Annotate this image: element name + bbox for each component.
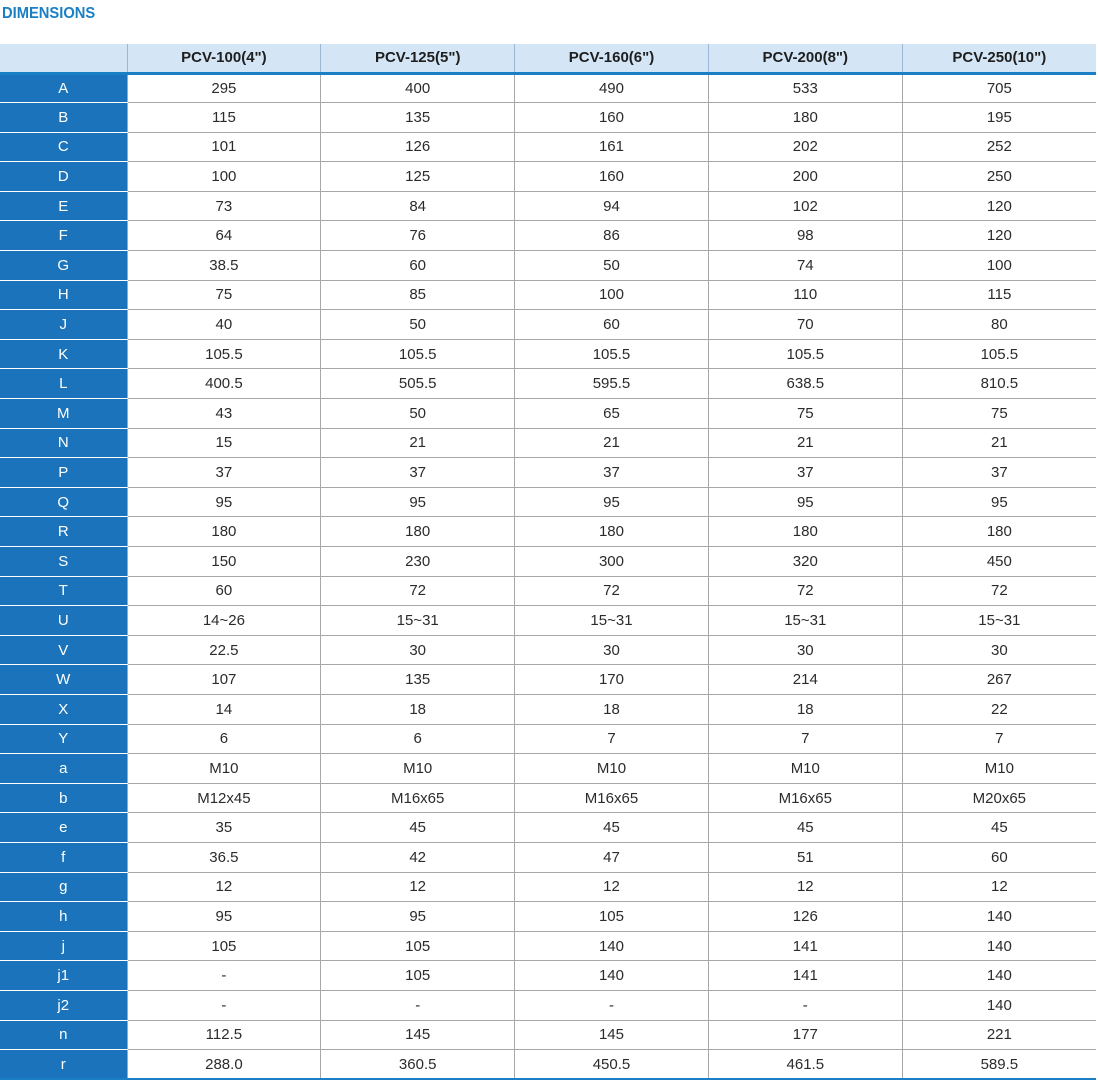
row-label-cell: B bbox=[0, 103, 127, 133]
value-cell: 221 bbox=[902, 1020, 1096, 1050]
value-cell: 86 bbox=[515, 221, 709, 251]
value-cell: 105.5 bbox=[708, 339, 902, 369]
value-cell: 120 bbox=[902, 191, 1096, 221]
value-cell: 15~31 bbox=[321, 606, 515, 636]
value-cell: 14~26 bbox=[127, 606, 321, 636]
value-cell: 102 bbox=[708, 191, 902, 221]
table-row bbox=[0, 694, 1096, 724]
value-cell: 50 bbox=[515, 251, 709, 281]
value-cell: 30 bbox=[321, 635, 515, 665]
value-cell: 140 bbox=[515, 931, 709, 961]
value-cell: 37 bbox=[902, 458, 1096, 488]
column-header: PCV-100(4") bbox=[127, 44, 321, 73]
table-row bbox=[0, 724, 1096, 754]
value-cell: 75 bbox=[902, 399, 1096, 429]
value-cell: 105.5 bbox=[515, 339, 709, 369]
value-cell: 135 bbox=[321, 665, 515, 695]
value-cell: 72 bbox=[321, 576, 515, 606]
table-row bbox=[0, 872, 1096, 902]
row-label-cell: j2 bbox=[0, 990, 127, 1020]
value-cell: 50 bbox=[321, 399, 515, 429]
value-cell: 51 bbox=[708, 842, 902, 872]
row-label-cell: L bbox=[0, 369, 127, 399]
row-label-cell: J bbox=[0, 310, 127, 340]
value-cell: 37 bbox=[321, 458, 515, 488]
value-cell: 85 bbox=[321, 280, 515, 310]
value-cell: 42 bbox=[321, 842, 515, 872]
row-label-cell: K bbox=[0, 339, 127, 369]
row-label-cell: j1 bbox=[0, 961, 127, 991]
row-label-cell: M bbox=[0, 399, 127, 429]
value-cell: 75 bbox=[708, 399, 902, 429]
value-cell: 490 bbox=[515, 73, 709, 103]
value-cell: 80 bbox=[902, 310, 1096, 340]
table-row bbox=[0, 517, 1096, 547]
value-cell: 195 bbox=[902, 103, 1096, 133]
row-label-cell: e bbox=[0, 813, 127, 843]
table-row bbox=[0, 931, 1096, 961]
value-cell: 112.5 bbox=[127, 1020, 321, 1050]
value-cell: 7 bbox=[902, 724, 1096, 754]
value-cell: 126 bbox=[321, 132, 515, 162]
value-cell: M16x65 bbox=[515, 783, 709, 813]
row-label-cell: R bbox=[0, 517, 127, 547]
value-cell: 250 bbox=[902, 162, 1096, 192]
value-cell: 22 bbox=[902, 694, 1096, 724]
header-corner-cell bbox=[0, 44, 127, 73]
value-cell: 84 bbox=[321, 191, 515, 221]
value-cell: 107 bbox=[127, 665, 321, 695]
table-row bbox=[0, 961, 1096, 991]
value-cell: 40 bbox=[127, 310, 321, 340]
value-cell: 43 bbox=[127, 399, 321, 429]
value-cell: 70 bbox=[708, 310, 902, 340]
value-cell: 94 bbox=[515, 191, 709, 221]
value-cell: 45 bbox=[708, 813, 902, 843]
value-cell: 12 bbox=[321, 872, 515, 902]
value-cell: - bbox=[708, 990, 902, 1020]
row-label-cell: F bbox=[0, 221, 127, 251]
value-cell: 110 bbox=[708, 280, 902, 310]
value-cell: 37 bbox=[127, 458, 321, 488]
value-cell: 450 bbox=[902, 547, 1096, 577]
row-label-cell: a bbox=[0, 754, 127, 784]
value-cell: 21 bbox=[515, 428, 709, 458]
value-cell: 7 bbox=[515, 724, 709, 754]
value-cell: 60 bbox=[321, 251, 515, 281]
value-cell: 200 bbox=[708, 162, 902, 192]
value-cell: M12x45 bbox=[127, 783, 321, 813]
value-cell: 12 bbox=[902, 872, 1096, 902]
value-cell: 140 bbox=[902, 990, 1096, 1020]
row-label-cell: S bbox=[0, 547, 127, 577]
value-cell: 35 bbox=[127, 813, 321, 843]
value-cell: 400 bbox=[321, 73, 515, 103]
value-cell: 12 bbox=[127, 872, 321, 902]
value-cell: 45 bbox=[321, 813, 515, 843]
value-cell: 60 bbox=[515, 310, 709, 340]
table-header-row bbox=[0, 44, 1096, 73]
value-cell: M16x65 bbox=[321, 783, 515, 813]
value-cell: 105 bbox=[321, 931, 515, 961]
table-body bbox=[0, 73, 1096, 1079]
table-row bbox=[0, 606, 1096, 636]
value-cell: 115 bbox=[127, 103, 321, 133]
table-row bbox=[0, 221, 1096, 251]
value-cell: 150 bbox=[127, 547, 321, 577]
table-row bbox=[0, 399, 1096, 429]
table-row bbox=[0, 369, 1096, 399]
value-cell: 638.5 bbox=[708, 369, 902, 399]
row-label-cell: H bbox=[0, 280, 127, 310]
value-cell: 267 bbox=[902, 665, 1096, 695]
value-cell: 100 bbox=[127, 162, 321, 192]
column-header: PCV-250(10") bbox=[902, 44, 1096, 73]
row-label-cell: h bbox=[0, 902, 127, 932]
value-cell: M10 bbox=[708, 754, 902, 784]
row-label-cell: A bbox=[0, 73, 127, 103]
value-cell: - bbox=[127, 990, 321, 1020]
row-label-cell: W bbox=[0, 665, 127, 695]
row-label-cell: f bbox=[0, 842, 127, 872]
table-row bbox=[0, 251, 1096, 281]
value-cell: 810.5 bbox=[902, 369, 1096, 399]
value-cell: 47 bbox=[515, 842, 709, 872]
value-cell: 126 bbox=[708, 902, 902, 932]
row-label-cell: P bbox=[0, 458, 127, 488]
table-row bbox=[0, 280, 1096, 310]
table-row bbox=[0, 1050, 1096, 1080]
value-cell: 177 bbox=[708, 1020, 902, 1050]
value-cell: 100 bbox=[902, 251, 1096, 281]
value-cell: 595.5 bbox=[515, 369, 709, 399]
dimensions-table bbox=[0, 44, 1096, 1080]
value-cell: 14 bbox=[127, 694, 321, 724]
value-cell: 180 bbox=[902, 517, 1096, 547]
value-cell: - bbox=[515, 990, 709, 1020]
table-row bbox=[0, 162, 1096, 192]
row-label-cell: j bbox=[0, 931, 127, 961]
value-cell: 22.5 bbox=[127, 635, 321, 665]
table-row bbox=[0, 191, 1096, 221]
value-cell: 72 bbox=[708, 576, 902, 606]
table-row bbox=[0, 990, 1096, 1020]
value-cell: 100 bbox=[515, 280, 709, 310]
value-cell: 135 bbox=[321, 103, 515, 133]
table-row bbox=[0, 73, 1096, 103]
value-cell: 12 bbox=[515, 872, 709, 902]
column-header: PCV-200(8") bbox=[708, 44, 902, 73]
value-cell: 180 bbox=[515, 517, 709, 547]
value-cell: 72 bbox=[515, 576, 709, 606]
table-row bbox=[0, 635, 1096, 665]
row-label-cell: C bbox=[0, 132, 127, 162]
value-cell: - bbox=[321, 990, 515, 1020]
value-cell: 450.5 bbox=[515, 1050, 709, 1080]
table-row bbox=[0, 487, 1096, 517]
value-cell: 101 bbox=[127, 132, 321, 162]
value-cell: - bbox=[127, 961, 321, 991]
row-label-cell: X bbox=[0, 694, 127, 724]
value-cell: 95 bbox=[708, 487, 902, 517]
value-cell: 141 bbox=[708, 961, 902, 991]
column-header: PCV-125(5") bbox=[321, 44, 515, 73]
value-cell: 505.5 bbox=[321, 369, 515, 399]
value-cell: 15 bbox=[127, 428, 321, 458]
value-cell: 7 bbox=[708, 724, 902, 754]
value-cell: M10 bbox=[902, 754, 1096, 784]
value-cell: 18 bbox=[321, 694, 515, 724]
value-cell: 533 bbox=[708, 73, 902, 103]
value-cell: 180 bbox=[321, 517, 515, 547]
value-cell: 15~31 bbox=[902, 606, 1096, 636]
table-row bbox=[0, 428, 1096, 458]
value-cell: 300 bbox=[515, 547, 709, 577]
table-row bbox=[0, 132, 1096, 162]
value-cell: 30 bbox=[515, 635, 709, 665]
value-cell: 95 bbox=[127, 902, 321, 932]
value-cell: 105 bbox=[515, 902, 709, 932]
value-cell: 30 bbox=[708, 635, 902, 665]
value-cell: 74 bbox=[708, 251, 902, 281]
value-cell: 45 bbox=[515, 813, 709, 843]
row-label-cell: U bbox=[0, 606, 127, 636]
value-cell: 180 bbox=[708, 103, 902, 133]
row-label-cell: D bbox=[0, 162, 127, 192]
row-label-cell: Y bbox=[0, 724, 127, 754]
table-row bbox=[0, 813, 1096, 843]
column-header: PCV-160(6") bbox=[515, 44, 709, 73]
value-cell: 160 bbox=[515, 162, 709, 192]
value-cell: 73 bbox=[127, 191, 321, 221]
value-cell: 72 bbox=[902, 576, 1096, 606]
table-row bbox=[0, 547, 1096, 577]
value-cell: 252 bbox=[902, 132, 1096, 162]
value-cell: 125 bbox=[321, 162, 515, 192]
value-cell: 145 bbox=[515, 1020, 709, 1050]
row-label-cell: V bbox=[0, 635, 127, 665]
value-cell: 140 bbox=[515, 961, 709, 991]
value-cell: 95 bbox=[127, 487, 321, 517]
value-cell: 98 bbox=[708, 221, 902, 251]
value-cell: 6 bbox=[321, 724, 515, 754]
row-label-cell: N bbox=[0, 428, 127, 458]
row-label-cell: g bbox=[0, 872, 127, 902]
value-cell: 105.5 bbox=[127, 339, 321, 369]
table-row bbox=[0, 103, 1096, 133]
value-cell: 37 bbox=[515, 458, 709, 488]
value-cell: 140 bbox=[902, 961, 1096, 991]
value-cell: 60 bbox=[902, 842, 1096, 872]
value-cell: 105.5 bbox=[902, 339, 1096, 369]
value-cell: 105 bbox=[127, 931, 321, 961]
table-row bbox=[0, 754, 1096, 784]
value-cell: M20x65 bbox=[902, 783, 1096, 813]
value-cell: 36.5 bbox=[127, 842, 321, 872]
table-row bbox=[0, 310, 1096, 340]
value-cell: 170 bbox=[515, 665, 709, 695]
value-cell: 214 bbox=[708, 665, 902, 695]
table-row bbox=[0, 665, 1096, 695]
value-cell: 18 bbox=[708, 694, 902, 724]
row-label-cell: r bbox=[0, 1050, 127, 1080]
value-cell: 65 bbox=[515, 399, 709, 429]
value-cell: 145 bbox=[321, 1020, 515, 1050]
value-cell: 64 bbox=[127, 221, 321, 251]
value-cell: 95 bbox=[902, 487, 1096, 517]
value-cell: 15~31 bbox=[708, 606, 902, 636]
value-cell: M10 bbox=[127, 754, 321, 784]
table-row bbox=[0, 842, 1096, 872]
value-cell: 21 bbox=[321, 428, 515, 458]
value-cell: 18 bbox=[515, 694, 709, 724]
value-cell: 461.5 bbox=[708, 1050, 902, 1080]
value-cell: 202 bbox=[708, 132, 902, 162]
table-row bbox=[0, 576, 1096, 606]
value-cell: 288.0 bbox=[127, 1050, 321, 1080]
value-cell: 50 bbox=[321, 310, 515, 340]
row-label-cell: T bbox=[0, 576, 127, 606]
value-cell: 115 bbox=[902, 280, 1096, 310]
table-row bbox=[0, 339, 1096, 369]
row-label-cell: b bbox=[0, 783, 127, 813]
value-cell: 95 bbox=[321, 487, 515, 517]
value-cell: 76 bbox=[321, 221, 515, 251]
value-cell: 105 bbox=[321, 961, 515, 991]
table-row bbox=[0, 783, 1096, 813]
row-label-cell: E bbox=[0, 191, 127, 221]
row-label-cell: Q bbox=[0, 487, 127, 517]
row-label-cell: n bbox=[0, 1020, 127, 1050]
value-cell: 30 bbox=[902, 635, 1096, 665]
value-cell: 160 bbox=[515, 103, 709, 133]
value-cell: 105.5 bbox=[321, 339, 515, 369]
value-cell: 21 bbox=[902, 428, 1096, 458]
value-cell: 705 bbox=[902, 73, 1096, 103]
value-cell: 95 bbox=[515, 487, 709, 517]
value-cell: 140 bbox=[902, 931, 1096, 961]
table-row bbox=[0, 458, 1096, 488]
table-row bbox=[0, 902, 1096, 932]
value-cell: 95 bbox=[321, 902, 515, 932]
value-cell: 295 bbox=[127, 73, 321, 103]
value-cell: 37 bbox=[708, 458, 902, 488]
value-cell: 45 bbox=[902, 813, 1096, 843]
value-cell: 15~31 bbox=[515, 606, 709, 636]
row-label-cell: G bbox=[0, 251, 127, 281]
value-cell: 12 bbox=[708, 872, 902, 902]
value-cell: 120 bbox=[902, 221, 1096, 251]
value-cell: 75 bbox=[127, 280, 321, 310]
value-cell: 360.5 bbox=[321, 1050, 515, 1080]
value-cell: 141 bbox=[708, 931, 902, 961]
value-cell: 400.5 bbox=[127, 369, 321, 399]
value-cell: M10 bbox=[515, 754, 709, 784]
value-cell: 60 bbox=[127, 576, 321, 606]
value-cell: M16x65 bbox=[708, 783, 902, 813]
value-cell: 21 bbox=[708, 428, 902, 458]
value-cell: 38.5 bbox=[127, 251, 321, 281]
value-cell: 589.5 bbox=[902, 1050, 1096, 1080]
page-title: DIMENSIONS bbox=[2, 5, 96, 22]
value-cell: 180 bbox=[127, 517, 321, 547]
table-row bbox=[0, 1020, 1096, 1050]
value-cell: 140 bbox=[902, 902, 1096, 932]
value-cell: 230 bbox=[321, 547, 515, 577]
value-cell: 6 bbox=[127, 724, 321, 754]
value-cell: 161 bbox=[515, 132, 709, 162]
value-cell: 320 bbox=[708, 547, 902, 577]
value-cell: 180 bbox=[708, 517, 902, 547]
value-cell: M10 bbox=[321, 754, 515, 784]
